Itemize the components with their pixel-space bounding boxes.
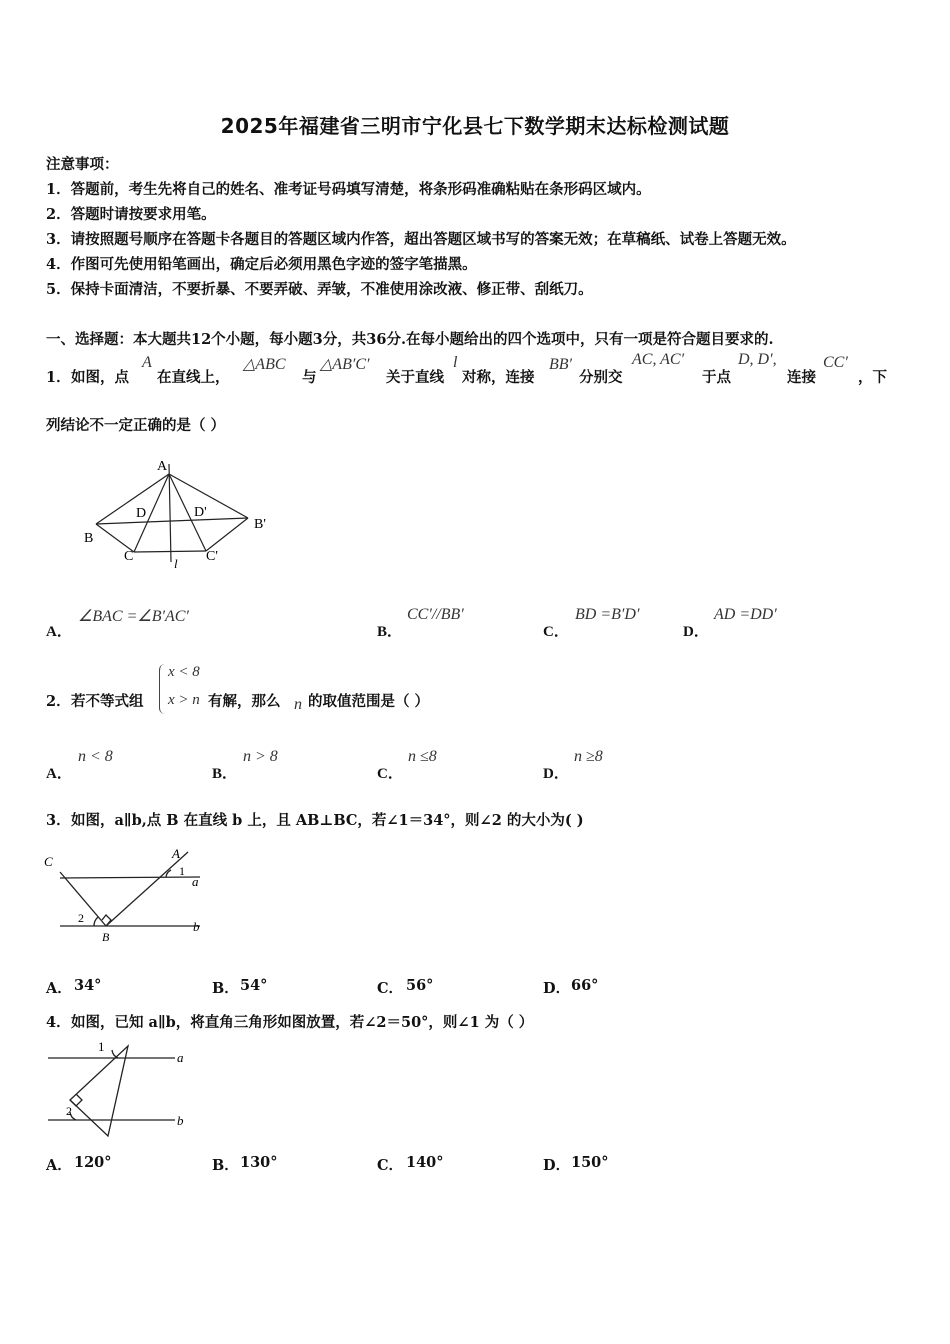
option-label: C． [543, 624, 569, 640]
question-1-text: 于点 [702, 369, 731, 386]
figure-label: A [172, 846, 180, 861]
question-1-text: 在直线上， [157, 369, 230, 386]
math: △AB′C′ [320, 356, 370, 373]
option-d-math: AD =DD′ [714, 606, 777, 623]
question-2-number: 2． [46, 693, 71, 710]
question-3-number: 3． [46, 812, 71, 829]
question-4-number: 4． [46, 1014, 71, 1031]
option-label: A． [46, 624, 72, 640]
option-d-text: 150° [571, 1154, 609, 1171]
figure-label: B [102, 930, 110, 944]
question-4-figure [40, 1038, 200, 1142]
question-2-text: 有解，那么 [208, 693, 281, 710]
option-label: B． [377, 624, 403, 640]
question-1-text: 与 [302, 369, 317, 386]
figure-label: A [157, 459, 168, 474]
notice-heading: 注意事项： [46, 156, 119, 173]
figure-label: b [193, 919, 200, 934]
figure-label: a [192, 874, 199, 889]
figure-label: D' [194, 505, 207, 520]
question-1-number: 1． [46, 369, 71, 386]
option-c-math: n ≤8 [408, 748, 437, 765]
math: A [142, 354, 152, 371]
option-c-text: 140° [406, 1154, 444, 1171]
option-b-text: 54° [240, 977, 268, 994]
question-3-text: 如图，a∥b,点 B 在直线 b 上，且 AB⊥BC，若∠1＝34°，则∠2 的大小为( ) [71, 812, 584, 829]
question-1-text: 对称，连接 [462, 369, 535, 386]
math: AC, AC′ [632, 351, 685, 368]
figure-label: B' [254, 517, 266, 532]
figure-label: C [44, 854, 53, 869]
page-title: 2025年福建省三明市宁化县七下数学期末达标检测试题 [220, 114, 730, 138]
math: l [453, 354, 458, 371]
option-label: B． [212, 1157, 239, 1174]
notice-item: 4．作图可先使用铅笔画出，确定后必须用黑色字迹的签字笔描黑。 [46, 256, 477, 273]
notice-item: 2．答题时请按要求用笔。 [46, 206, 216, 223]
figure-label: l [174, 556, 178, 571]
option-label: D． [543, 980, 571, 997]
system-brace [159, 664, 166, 714]
option-b-text: 130° [240, 1154, 278, 1171]
section-heading: 一、选择题：本大题共12个小题，每小题3分，共36分.在每小题给出的四个选项中，只有一项是符合题目要求的. [46, 331, 774, 348]
question-4-text: 如图，已知 a∥b，将直角三角形如图放置，若∠2＝50°，则∠1 为（ ） [71, 1014, 534, 1031]
figure-label: 2 [78, 911, 84, 925]
option-label: B． [212, 980, 239, 997]
option-label: D． [543, 1157, 571, 1174]
figure-label: B [84, 531, 94, 546]
question-1-text: ，下 [858, 369, 887, 386]
figure-label: D [136, 506, 147, 521]
figure-label: a [177, 1050, 184, 1065]
option-c-math: BD =B′D′ [575, 606, 640, 623]
question-1-text: 如图，点 [71, 369, 129, 386]
inequality-1: x < 8 [168, 664, 200, 680]
option-label: A． [46, 980, 72, 997]
option-a-math: n < 8 [78, 748, 113, 765]
inequality-2: x > n [168, 692, 200, 708]
option-a-text: 120° [74, 1154, 112, 1171]
math: △ABC [243, 356, 286, 373]
figure-label: 1 [179, 864, 185, 878]
option-d-text: 66° [571, 977, 599, 994]
option-label: C． [377, 766, 403, 782]
question-3-figure [40, 842, 210, 944]
option-a-text: 34° [74, 977, 102, 994]
math: BB′ [549, 356, 573, 373]
option-label: C． [377, 980, 404, 997]
option-label: A． [46, 1157, 72, 1174]
question-1-text-line2: 列结论不一定正确的是（ ） [46, 417, 226, 434]
figure-label: 2 [66, 1104, 72, 1118]
option-label: D． [543, 766, 569, 782]
question-1-text: 关于直线 [386, 369, 444, 386]
option-c-text: 56° [406, 977, 434, 994]
math: D, D′, [738, 351, 777, 368]
question-2-text: 若不等式组 [71, 693, 144, 710]
question-1-text: 连接 [787, 369, 816, 386]
question-2-text: 的取值范围是（ ） [308, 693, 430, 710]
math: n [294, 696, 302, 713]
math: CC′ [823, 354, 848, 371]
figure-label: 1 [98, 1039, 105, 1054]
notice-item: 3．请按照题号顺序在答题卡各题目的答题区域内作答，超出答题区域书写的答案无效；在草稿纸、试卷上答题无效。 [46, 231, 796, 248]
figure-label: C' [206, 549, 218, 564]
option-b-math: n > 8 [243, 748, 278, 765]
notice-item: 5．保持卡面清洁，不要折暴、不要弄破、弄皱，不准使用涂改液、修正带、刮纸刀。 [46, 281, 593, 298]
option-label: B． [212, 766, 238, 782]
option-label: D． [683, 624, 709, 640]
option-d-math: n ≥8 [574, 748, 603, 765]
question-1-text: 分别交 [579, 369, 623, 386]
figure-label: C [124, 549, 134, 564]
option-b-math: CC′//BB′ [407, 606, 464, 623]
question-1-figure [80, 450, 280, 575]
option-label: A． [46, 766, 72, 782]
figure-label: b [177, 1113, 184, 1128]
option-a-math: ∠BAC =∠B′AC′ [78, 608, 189, 625]
option-label: C． [377, 1157, 404, 1174]
notice-item: 1．答题前，考生先将自己的姓名、准考证号码填写清楚，将条形码准确粘贴在条形码区域内。 [46, 181, 651, 198]
